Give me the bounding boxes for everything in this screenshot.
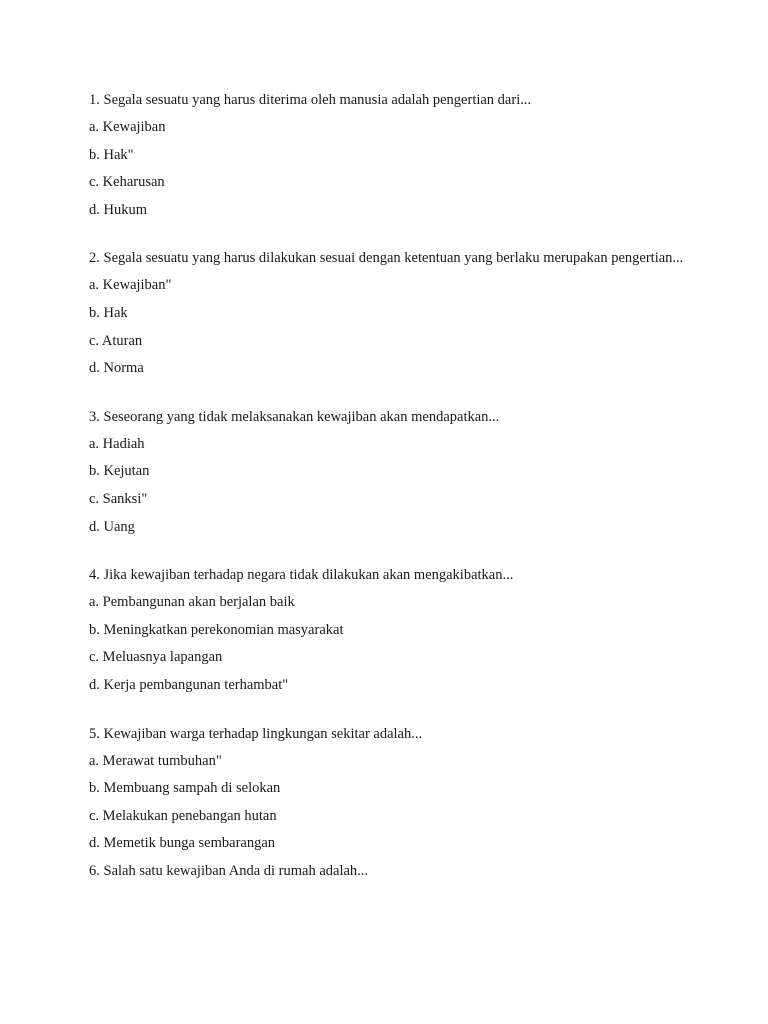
answer-option: b. Hak"	[89, 146, 134, 163]
answer-option: a. Pembangunan akan berjalan baik	[89, 594, 295, 611]
spacer	[89, 704, 689, 725]
question-block	[89, 249, 689, 378]
question-text: 4. Jika kewajiban terhadap negara tidak dilakukan akan mengakibatkan...	[89, 567, 514, 584]
answer-option: a. Kewajiban	[89, 119, 166, 135]
answer-option: d. Kerja pembangunan terhambat"	[89, 676, 289, 693]
answer-option: c. Melakukan penebangan hutan	[89, 807, 277, 824]
answer-option: b. Kejutan	[89, 463, 150, 480]
answer-option: d. Hukum	[89, 201, 147, 218]
question-text: 3. Seseorang yang tidak melaksanakan kewajiban akan mendapatkan...	[89, 408, 500, 425]
spacer	[89, 228, 689, 249]
answer-option: c. Keharusan	[89, 174, 165, 191]
spacer	[89, 387, 689, 408]
answer-option: d. Memetik bunga sembarangan	[89, 835, 276, 852]
answer-option: a. Kewajiban"	[89, 277, 172, 294]
answer-option: d. Norma	[89, 360, 144, 377]
answer-option: c. Aturan	[89, 332, 143, 349]
question-block	[89, 566, 689, 695]
question-block	[89, 862, 689, 881]
question-text: 2. Segala sesuatu yang harus dilakukan sesuai dengan ketentuan yang berlaku merupakan pengertian...	[89, 250, 684, 267]
answer-option: c. Meluasnya lapangan	[89, 649, 223, 666]
document-page	[89, 91, 689, 889]
question-block	[89, 725, 689, 854]
question-text: 1. Segala sesuatu yang harus diterima oleh manusia adalah pengertian dari...	[89, 92, 532, 108]
answer-option: d. Uang	[89, 518, 135, 535]
answer-option: b. Hak	[89, 304, 128, 321]
question-block	[89, 91, 689, 220]
spacer	[89, 545, 689, 566]
answer-option: a. Merawat tumbuhan"	[89, 752, 222, 769]
answer-option: c. Sanksi"	[89, 490, 148, 507]
question-text: 6. Salah satu kewajiban Anda di rumah adalah...	[89, 862, 369, 879]
question-block	[89, 408, 689, 537]
answer-option: b. Meningkatkan perekonomian masyarakat	[89, 621, 344, 638]
answer-option: b. Membuang sampah di selokan	[89, 780, 281, 797]
question-text: 5. Kewajiban warga terhadap lingkungan sekitar adalah...	[89, 725, 423, 742]
answer-option: a. Hadiah	[89, 435, 145, 452]
